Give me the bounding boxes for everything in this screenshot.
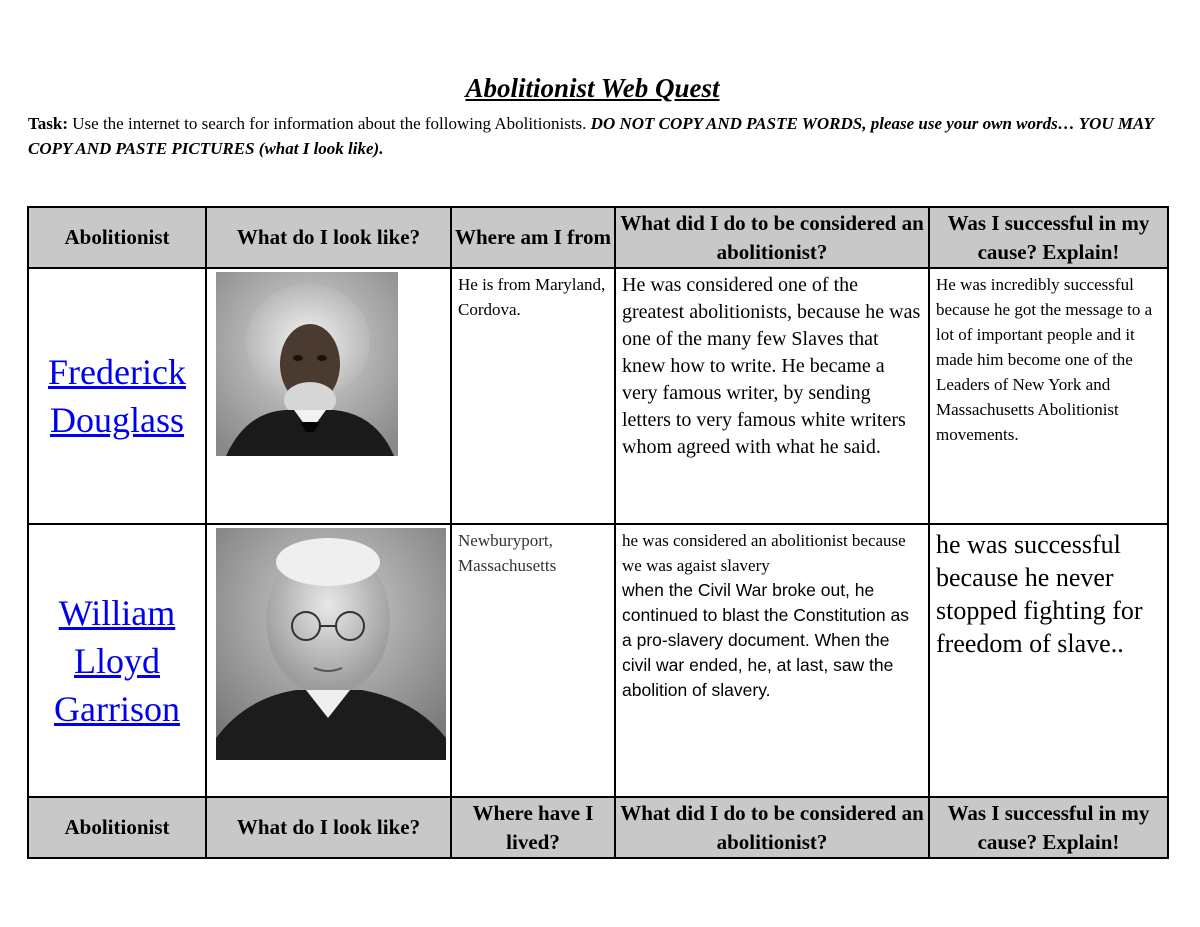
success-cell	[929, 268, 1168, 524]
name-cell	[28, 268, 206, 524]
did-cell	[615, 524, 929, 797]
photo-cell	[206, 524, 451, 797]
abolitionist-table	[27, 206, 1169, 859]
william-lloyd-garrison-link[interactable]: William Lloyd Garrison	[54, 592, 180, 729]
task-label: Task:	[28, 114, 69, 133]
header-row-top	[28, 207, 1168, 268]
did-cell	[615, 268, 929, 524]
task-text: Use the internet to search for information about the following Abolitionists.	[68, 114, 591, 133]
did-text	[616, 525, 928, 703]
frederick-douglass-link[interactable]: Frederick Douglass	[48, 352, 186, 440]
success-cell	[929, 524, 1168, 797]
table-row	[28, 268, 1168, 524]
header-abolitionist: Abolitionist	[28, 207, 206, 268]
header-look: What do I look like?	[206, 207, 451, 268]
header-success: Was I successful in my cause? Explain!	[929, 207, 1168, 268]
table-row	[28, 524, 1168, 797]
portrait-frederick-douglass	[216, 272, 398, 456]
photo-cell	[206, 268, 451, 524]
header-did: What did I do to be considered an abolitionist?	[615, 207, 929, 268]
from-text: Newburyport, Massachusetts	[458, 531, 557, 575]
from-text: He is from Maryland, Cordova.	[458, 275, 606, 319]
success-text: he was successful because he never stopped fighting for freedom of slave..	[936, 530, 1143, 658]
task-warning: DO NOT COPY AND PASTE WORDS, please use your own words… YOU MAY COPY AND PASTE PICTURES (what I look like).	[28, 114, 1154, 158]
did-text-first: he was considered an abolitionist because we was agaist slavery	[622, 531, 906, 575]
header-abolitionist: Abolitionist	[28, 797, 206, 858]
from-cell	[451, 524, 615, 797]
did-text: He was considered one of the greatest abolitionists, because he was one of the many few Slaves that knew how to write. He became a very famous writer, by sending letters to very famous white writers whom agreed with what he said.	[622, 274, 921, 458]
header-success: Was I successful in my cause? Explain!	[929, 797, 1168, 858]
name-cell	[28, 524, 206, 797]
success-text: He was incredibly successful because he got the message to a lot of important people and it made him become one of the Leaders of New York and Massachusetts Abolitionist movements.	[936, 275, 1153, 444]
portrait-william-lloyd-garrison	[216, 528, 446, 760]
page-title: Abolitionist Web Quest	[465, 73, 720, 103]
did-text-rest: when the Civil War broke out, he continued to blast the Constitution as a pro-slavery document. When the civil war ended, he, at last, saw the abolition of slavery.	[622, 580, 909, 700]
task-instructions	[28, 111, 1158, 161]
header-look: What do I look like?	[206, 797, 451, 858]
header-row-bottom	[28, 797, 1168, 858]
header-lived: Where have I lived?	[451, 797, 615, 858]
header-from: Where am I from	[451, 207, 615, 268]
header-did: What did I do to be considered an abolitionist?	[615, 797, 929, 858]
from-cell	[451, 268, 615, 524]
